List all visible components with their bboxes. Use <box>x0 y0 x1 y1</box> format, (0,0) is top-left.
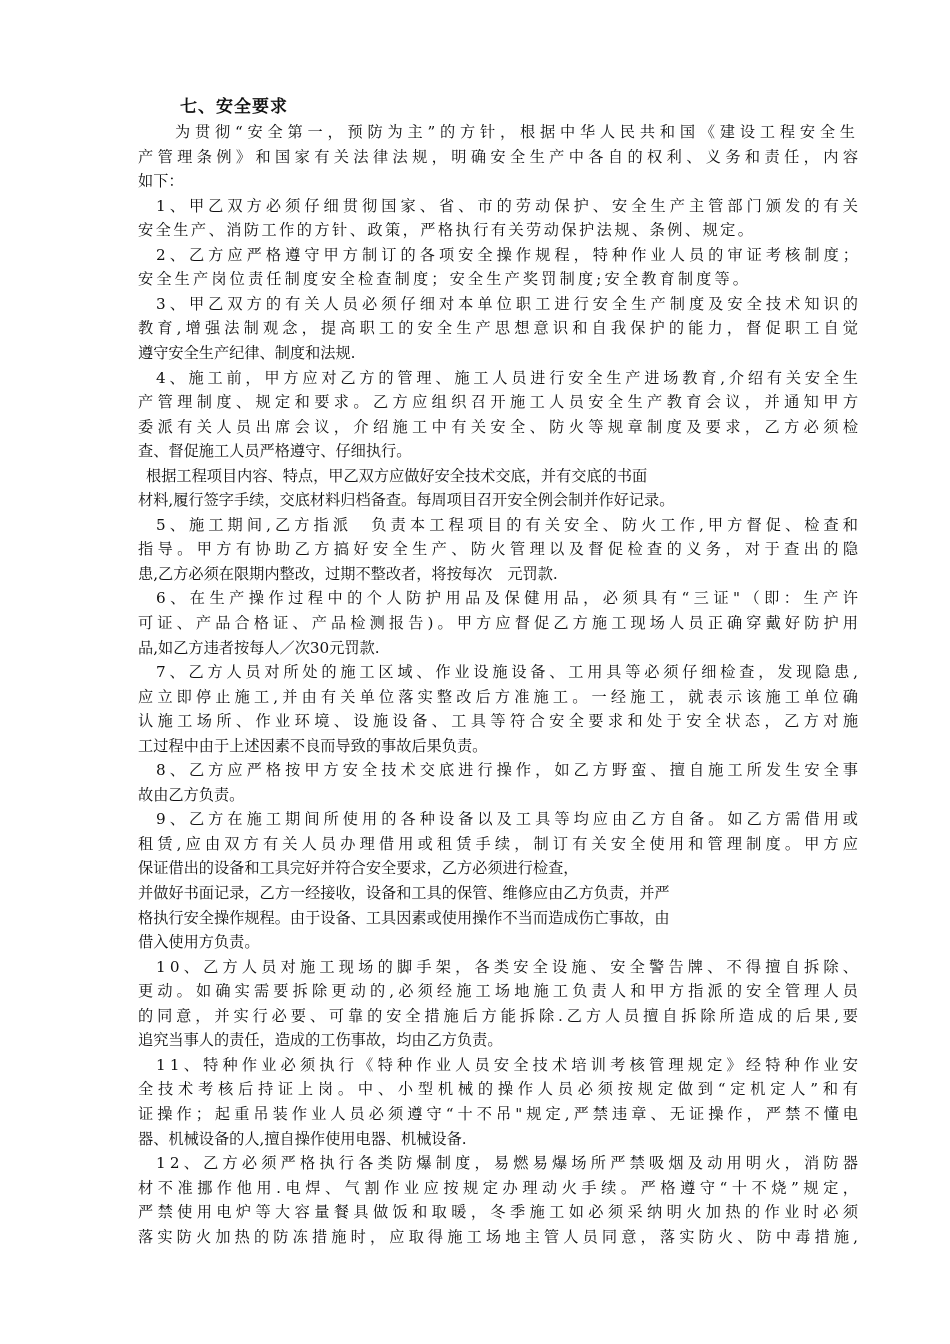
text-line: 可证、产品合格证、产品检测报告)。甲方应督促乙方施工现场人员正确穿戴好防护用 <box>138 614 863 632</box>
text-line: 严禁使用电炉等大容量餐具做饭和取暖，冬季施工如必须采纳明火加热的作业时必须 <box>138 1203 863 1221</box>
text-line: 故由乙方负责。 <box>138 786 245 804</box>
text-line: 11、特种作业必须执行《特种作业人员安全技术培训考核管理规定》经特种作业安 <box>156 1056 863 1074</box>
text-line: 借入使用方负责。 <box>138 933 260 951</box>
text-line: 如下： <box>138 172 184 190</box>
text-line: 产管理制度、规定和要求。乙方应组织召开施工人员安全生产教育会议，并通知甲方 <box>138 393 863 411</box>
text-line: 工过程中由于上述因素不良而导致的事故后果负责。 <box>138 737 488 755</box>
text-line: 落实防火加热的防冻措施时，应取得施工场地主管人员同意，落实防火、防中毒措施, <box>138 1228 863 1246</box>
text-line: 指导。甲方有协助乙方搞好安全生产、防火管理以及督促检查的义务，对于查出的隐 <box>138 540 863 558</box>
section-title: 七、安全要求 <box>180 97 288 117</box>
text-line: 为贯彻“安全第一，预防为主”的方针，根据中华人民共和国《建设工程安全生 <box>175 123 860 141</box>
text-line: 遵守安全生产纪律、制度和法规. <box>138 344 356 362</box>
text-line: 材不准挪作他用.电焊、气割作业应按规定办理动火手续。严格遵守“十不烧”规定， <box>138 1179 863 1197</box>
text-line: 证操作；起重吊装作业人员必须遵守“十不吊"规定,严禁违章、无证操作，严禁不懂电 <box>138 1105 863 1123</box>
text-line: 6、在生产操作过程中的个人防护用品及保健用品，必须具有“三证"（即：生产许 <box>156 589 863 607</box>
text-line: 查、督促施工人员严格遵守、仔细执行。 <box>138 442 412 460</box>
text-line: 5、施工期间,乙方指派 负责本工程项目的有关安全、防火工作,甲方督促、检查和 <box>156 516 863 534</box>
text-line: 更动。如确实需要拆除更动的,必须经施工场地施工负责人和甲方指派的安全管理人员 <box>138 982 863 1000</box>
text-line: 租赁,应由双方有关人员办理借用或租赁手续，制订有关安全使用和管理制度。甲方应 <box>138 835 863 853</box>
text-line: 追究当事人的责任，造成的工伤事故，均由乙方负责。 <box>138 1031 503 1049</box>
text-line: 的同意，并实行必要、可靠的安全措施后方能拆除.乙方人员擅自拆除所造成的后果,要 <box>138 1007 862 1025</box>
text-line: 教育,增强法制观念，提高职工的安全生产思想意识和自我保护的能力，督促职工自觉 <box>138 319 863 337</box>
text-line: 8、乙方应严格按甲方安全技术交底进行操作，如乙方野蛮、擅自施工所发生安全事 <box>156 761 863 779</box>
text-line: 10、乙方人员对施工现场的脚手架，各类安全设施、安全警告牌、不得擅自拆除、 <box>156 958 863 976</box>
text-line: 产管理条例》和国家有关法律法规，明确安全生产中各自的权利、义务和责任，内容 <box>138 148 863 166</box>
text-line: 认施工场所、作业环境、设施设备、工具等符合安全要求和处于安全状态，乙方对施 <box>138 712 863 730</box>
text-line: 根据工程项目内容、特点，甲乙双方应做好安全技术交底，并有交底的书面 <box>146 467 648 485</box>
text-line: 保证借出的设备和工具完好并符合安全要求，乙方必须进行检查， <box>138 859 579 877</box>
text-line: 1、甲乙双方必须仔细贯彻国家、省、市的劳动保护、安全生产主管部门颁发的有关 <box>156 197 863 215</box>
text-line: 全技术考核后持证上岗。中、小型机械的操作人员必须按规定做到“定机定人”和有 <box>138 1080 863 1098</box>
text-line: 4、施工前，甲方应对乙方的管理、施工人员进行安全生产进场教育,介绍有关安全生 <box>156 369 862 387</box>
text-line: 3、甲乙双方的有关人员必须仔细对本单位职工进行安全生产制度及安全技术知识的 <box>156 295 863 313</box>
text-line: 并做好书面记录，乙方一经接收，设备和工具的保管、维修应由乙方负责，并严 <box>138 884 670 902</box>
text-line: 7、乙方人员对所处的施工区域、作业设施设备、工用具等必须仔细检查，发现隐患, <box>156 663 862 681</box>
text-line: 安全生产岗位责任制度安全检查制度；安全生产奖罚制度;安全教育制度等。 <box>138 270 752 288</box>
text-line: 材料,履行签字手续，交底材料归档备查。每周项目召开安全例会制并作好记录。 <box>138 491 675 509</box>
text-line: 9、乙方在施工期间所使用的各种设备以及工具等均应由乙方自备。如乙方需借用或 <box>156 810 863 828</box>
text-line: 委派有关人员出席会议，介绍施工中有关安全、防火等规章制度及要求，乙方必须检 <box>138 418 863 436</box>
text-line: 患,乙方必须在限期内整改，过期不整改者，将按每次 元罚款. <box>138 565 558 583</box>
text-line: 12、乙方必须严格执行各类防爆制度，易燃易爆场所严禁吸烟及动用明火，消防器 <box>156 1154 863 1172</box>
text-line: 器、机械设备的人,擅自操作使用电器、机械设备. <box>138 1130 467 1148</box>
text-line: 品,如乙方违者按每人／次30元罚款. <box>138 639 380 657</box>
text-line: 格执行安全操作规程。由于设备、工具因素或使用操作不当而造成伤亡事故，由 <box>138 909 670 927</box>
text-line: 安全生产、消防工作的方针、政策，严格执行有关劳动保护法规、条例、规定。 <box>138 221 756 239</box>
text-line: 2、乙方应严格遵守甲方制订的各项安全操作规程，特种作业人员的审证考核制度； <box>156 246 863 264</box>
text-line: 应立即停止施工,并由有关单位落实整改后方准施工。一经施工，就表示该施工单位确 <box>138 688 863 706</box>
